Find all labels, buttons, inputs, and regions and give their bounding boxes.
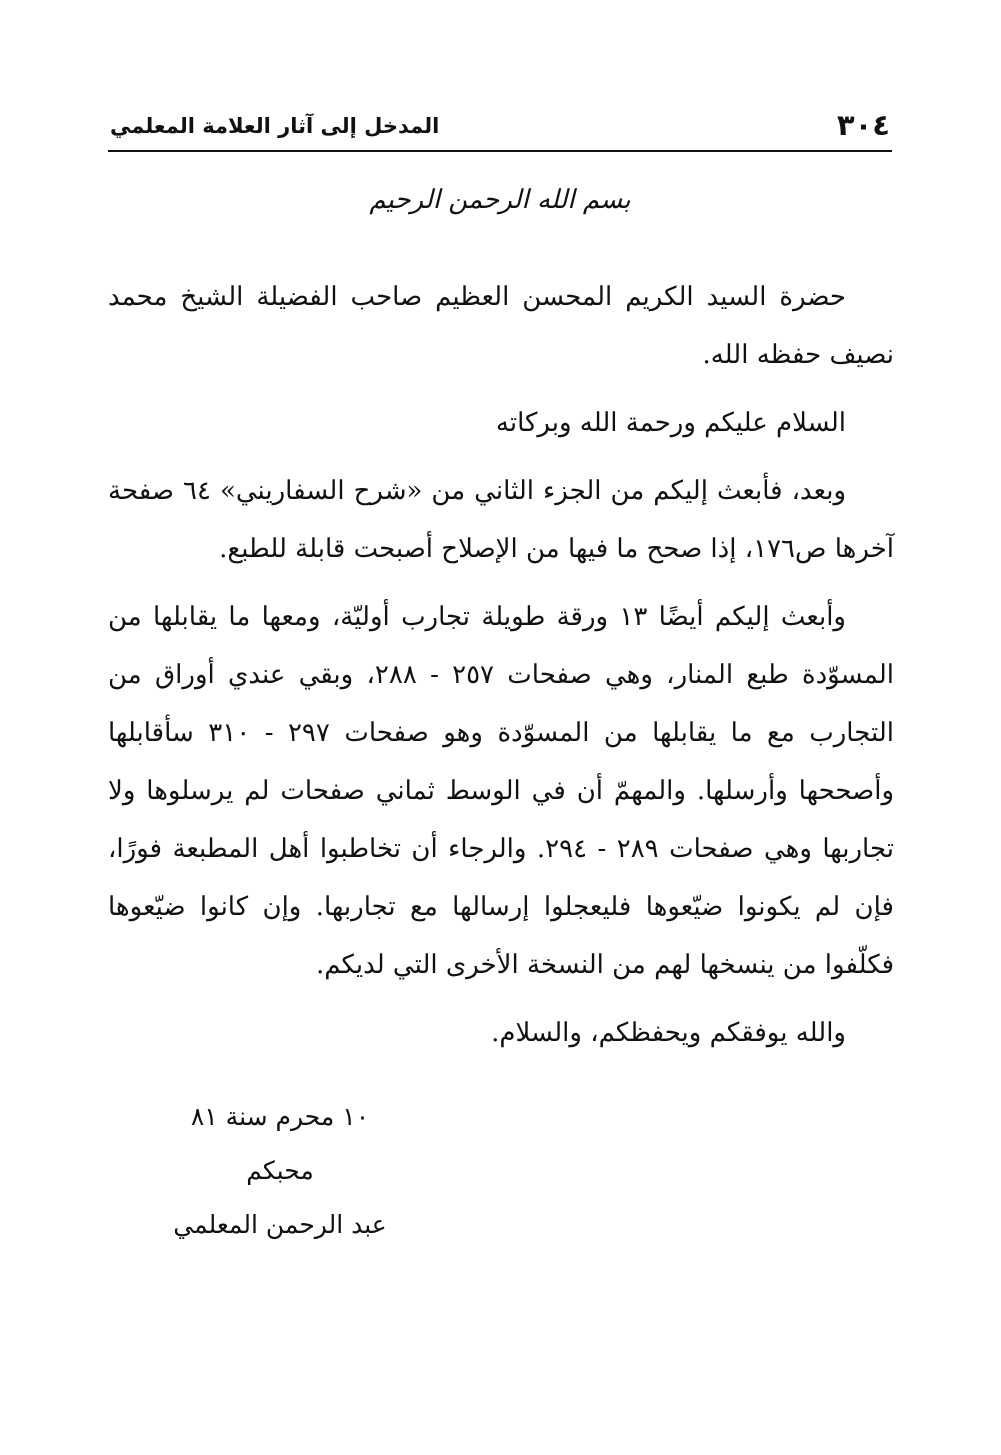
basmala-calligraphy bbox=[330, 185, 670, 233]
letter-paragraph-1: وبعد، فأبعث إليكم من الجزء الثاني من «شرح السفاريني» ٦٤ صفحة آخرها ص١٧٦، إذا صحح ما فيها من الإصلاح أصبحت قابلة للطبع. bbox=[108, 476, 894, 564]
valediction: محبكم bbox=[246, 1156, 314, 1185]
letter-closing: والله يوفقكم ويحفظكم، والسلام. bbox=[491, 1018, 846, 1048]
author-name: عبد الرحمن المعلمي bbox=[173, 1210, 387, 1239]
letter-body bbox=[108, 268, 894, 1072]
book-title: المدخل إلى آثار العلامة المعلمي bbox=[110, 114, 440, 138]
letter-greeting: السلام عليكم ورحمة الله وبركاته bbox=[495, 408, 846, 438]
letter-paragraph-2: وأبعث إليكم أيضًا ١٣ ورقة طويلة تجارب أوليّة، ومعها ما يقابلها من المسوّدة طبع المنار، وهي صفحات ٢٥٧ - ٢٨٨، وبقي عندي أوراق من التجارب مع ما يقابلها من المسوّدة وهو صفحات ٢٩٧ - ٣١٠ سأقابلها وأصححها وأرسلها. والمهمّ أن في الوسط ثماني صفحات لم يرسلوها ولا تجاربها وهي صفحات ٢٨٩ - ٢٩٤. والرجاء أن تخاطبوا أهل المطبعة فورًا، فإن لم يكونوا ضيّعوها فليعجلوا إرسالها مع تجاربها. وإن كانوا ضيّعوها فكلّفوا من ينسخها لهم من النسخة الأخرى التي لديكم. bbox=[108, 602, 894, 980]
running-header bbox=[110, 108, 892, 148]
page-number: ٣٠٤ bbox=[836, 108, 890, 142]
header-divider bbox=[108, 150, 892, 152]
signature-block bbox=[170, 1090, 390, 1252]
letter-date: ١٠ محرم سنة ٨١ bbox=[190, 1102, 370, 1131]
letter-salutation: حضرة السيد الكريم المحسن العظيم صاحب الفضيلة الشيخ محمد نصيف حفظه الله. bbox=[108, 282, 894, 370]
basmala-text: بسم الله الرحمن الرحيم bbox=[369, 185, 631, 215]
